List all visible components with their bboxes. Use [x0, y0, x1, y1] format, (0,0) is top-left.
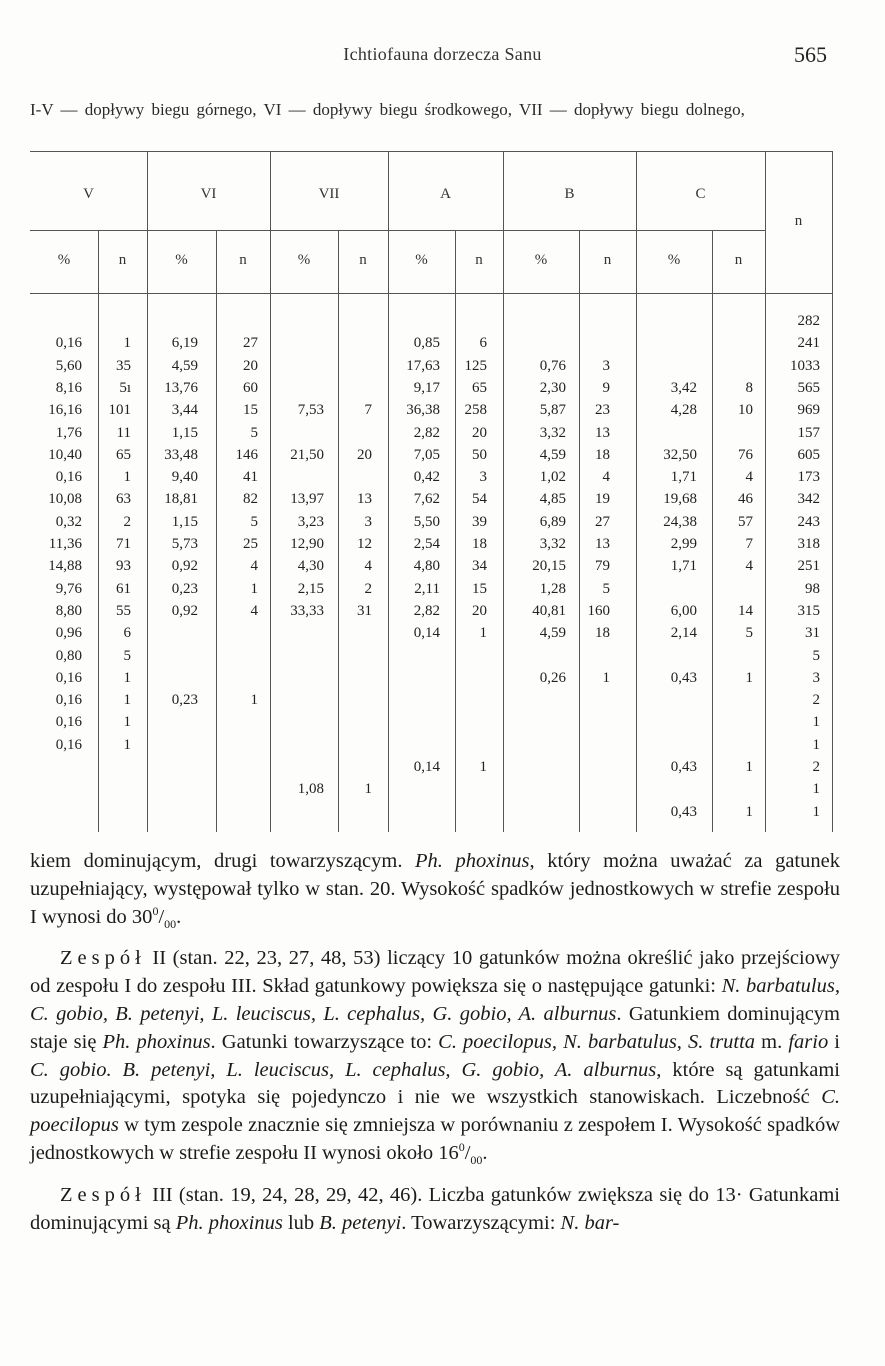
table-cell: 50	[472, 447, 487, 463]
table-cell: 31	[357, 603, 372, 619]
table-cell: 17,63	[406, 358, 440, 374]
table-cell: 6	[123, 625, 131, 641]
table-cell: 8,16	[55, 380, 82, 396]
row-total-cell: 1	[812, 714, 820, 730]
table-cell: 7	[364, 402, 372, 418]
row-total-cell: 282	[797, 313, 820, 329]
table-cell: 0,23	[171, 581, 198, 597]
table-cell: 20,15	[532, 558, 566, 574]
table-cell: 4	[745, 469, 753, 485]
table-cell: 60	[243, 380, 258, 396]
table-cell: 33,48	[164, 447, 198, 463]
table-cell: 1,71	[670, 469, 697, 485]
row-total-cell: 969	[797, 402, 820, 418]
table-cell: 18	[472, 536, 487, 552]
table-cell: 101	[108, 402, 131, 418]
row-total-cell: 565	[797, 380, 820, 396]
column-subheader-count: n	[475, 252, 483, 268]
table-cell: 0,32	[55, 514, 82, 530]
table-cell: 1	[745, 759, 753, 775]
table-cell: 2	[123, 514, 131, 530]
column-subheader-percent: %	[534, 252, 548, 268]
table-cell: 1	[123, 737, 131, 753]
table-cell: 11	[116, 425, 131, 441]
row-total-cell: 605	[797, 447, 820, 463]
table-cell: 0,16	[55, 714, 82, 730]
table-cell: 3,44	[171, 402, 198, 418]
table-cell: 1	[479, 759, 487, 775]
table-cell: 6	[479, 335, 487, 351]
table-cell: 1,76	[55, 425, 82, 441]
table-cell: 7,62	[413, 491, 440, 507]
column-subheader-count: n	[359, 252, 367, 268]
table-cell: 57	[738, 514, 753, 530]
table-cell: 12,90	[290, 536, 324, 552]
row-total-cell: 315	[797, 603, 820, 619]
table-cell: 20	[243, 358, 258, 374]
table-cell: 54	[472, 491, 487, 507]
table-cell: 10,08	[48, 491, 82, 507]
table-cell: 6,19	[171, 335, 198, 351]
table-cell: 55	[116, 603, 131, 619]
running-header-title: Ichtiofauna dorzecza Sanu	[343, 44, 542, 64]
table-cell: 82	[243, 491, 258, 507]
table-cell: 4	[602, 469, 610, 485]
table-cell: 13	[357, 491, 372, 507]
table-cell: 2	[364, 581, 372, 597]
table-cell: 11,36	[48, 536, 82, 552]
table-cell: 18	[595, 447, 610, 463]
table-cell: 13,97	[290, 491, 324, 507]
column-subheader-percent: %	[297, 252, 311, 268]
table-cell: 3,42	[670, 380, 697, 396]
table-cell: 19	[595, 491, 610, 507]
table-cell: 4	[250, 558, 258, 574]
table-cell: 0,43	[670, 759, 697, 775]
row-total-cell: 3	[812, 670, 820, 686]
table-caption: I-V — dopływy biegu górnego, VI — dopływy biegu środkowego, VII — dopływy biegu dolnego,	[30, 100, 745, 119]
table-cell: 9,40	[171, 469, 198, 485]
table-subcolumn-rule	[455, 230, 456, 832]
table-cell: 40,81	[532, 603, 566, 619]
table-cell: 3,32	[539, 425, 566, 441]
table-cell: 2,11	[414, 581, 440, 597]
table-cell: 41	[243, 469, 258, 485]
table-cell: 0,26	[539, 670, 566, 686]
table-cell: 65	[472, 380, 487, 396]
row-total-cell: 1	[812, 781, 820, 797]
column-group-header: A	[440, 186, 451, 202]
table-cell: 5,60	[55, 358, 82, 374]
table-cell: 65	[116, 447, 131, 463]
table-cell: 1,15	[171, 425, 198, 441]
table-cell: 1	[123, 692, 131, 708]
table-cell: 33,33	[290, 603, 324, 619]
table-cell: 13	[595, 425, 610, 441]
table-cell: 20	[472, 603, 487, 619]
column-group-header: VI	[200, 186, 217, 202]
row-total-cell: 1	[812, 737, 820, 753]
table-cell: 0,14	[413, 759, 440, 775]
table-cell: 1	[479, 625, 487, 641]
table-subcolumn-rule	[338, 230, 339, 832]
table-cell: 9,76	[55, 581, 82, 597]
table-cell: 1,28	[539, 581, 566, 597]
table-cell: 46	[738, 491, 753, 507]
table-cell: 14,88	[48, 558, 82, 574]
table-cell: 3	[479, 469, 487, 485]
table-cell: 4,59	[171, 358, 198, 374]
table-cell: 6,00	[670, 603, 697, 619]
table-cell: 125	[464, 358, 487, 374]
table-cell: 0,92	[171, 558, 198, 574]
table-cell: 10	[738, 402, 753, 418]
table-cell: 0,92	[171, 603, 198, 619]
table-cell: 3	[602, 358, 610, 374]
column-subheader-percent: %	[415, 252, 428, 268]
table-cell: 0,16	[55, 469, 82, 485]
body-text	[30, 848, 840, 1237]
table-cell: 76	[738, 447, 753, 463]
row-total-cell: 251	[797, 558, 820, 574]
table-cell: 20	[357, 447, 372, 463]
column-subheader-count: n	[734, 252, 743, 268]
table-cell: 27	[595, 514, 610, 530]
column-subheader-count: n	[603, 252, 612, 268]
table-cell: 0,16	[55, 335, 82, 351]
table-cell: 0,16	[55, 692, 82, 708]
paragraph-2: Zespół II (stan. 22, 23, 27, 48, 53) liczący 10 gatunków można określić jako przejściowy od zespołu I do zespołu III. Skład gatunkowy powiększa się o następujące gatunki: N. barbatulus, C. gobio, B. petenyi, L. leuciscus, L. cephalus, G. gobio, A. alburnus. Gatunkiem dominującym staje się Ph. phoxinus. Gatunki towarzyszące to: C. poecilopus, N. barbatulus, S. trutta m. fario i C. gobio. B. petenyi, L. leuciscus, L. cephalus, G. gobio, A. alburnus, które są gatunkami uzupełniającymi, spotyka się pojedynczo i nie we wszystkich stanowiskach. Liczebność C. poecilopus w tym zespole znacznie się zmniejsza w porównaniu z zespołem I. Wysokość spadków jednostkowych w strefie zespołu II wynosi około $16^0/_{00}$.	[30, 947, 841, 1168]
table-cell: 1	[602, 670, 610, 686]
table-cell: 71	[116, 536, 131, 552]
table-column-rule	[832, 151, 833, 832]
column-group-header: B	[564, 186, 575, 202]
table-cell: 2,30	[539, 380, 566, 396]
table-cell: 5	[745, 625, 753, 641]
table-cell: 2,82	[413, 603, 440, 619]
table-cell: 39	[472, 514, 487, 530]
table-cell: 8,80	[55, 603, 82, 619]
row-total-cell: 31	[805, 625, 820, 641]
column-subheader-percent: %	[667, 252, 681, 268]
table-cell: 18	[595, 625, 610, 641]
table-cell: 7,53	[297, 402, 324, 418]
table-cell: 12	[357, 536, 372, 552]
column-subheader-count: n	[118, 252, 127, 268]
table-cell: 1,02	[539, 469, 566, 485]
table-cell: 0,14	[413, 625, 440, 641]
table-cell: 9	[602, 380, 610, 396]
table-cell: 0,43	[670, 804, 697, 820]
table-cell: 2,14	[670, 625, 697, 641]
table-cell: 15	[472, 581, 487, 597]
table-cell: 63	[116, 491, 131, 507]
table-cell: 3	[364, 514, 372, 530]
table-cell: 16,16	[48, 402, 82, 418]
table-top-rule	[30, 151, 832, 152]
table-cell: 1	[745, 804, 753, 820]
row-total-cell: 157	[797, 425, 820, 441]
table-cell: 4,85	[539, 491, 566, 507]
table-cell: 3,23	[297, 514, 324, 530]
table-cell: 23	[595, 402, 610, 418]
table-cell: 20	[472, 425, 487, 441]
table-cell: 18,81	[164, 491, 198, 507]
row-total-cell: 243	[797, 514, 820, 530]
table-cell: 4,30	[297, 558, 324, 574]
table-cell: 1,08	[297, 781, 324, 797]
table-cell: 79	[595, 558, 610, 574]
table-cell: 258	[464, 402, 487, 418]
table-cell: 2,99	[670, 536, 697, 552]
table-cell: 5ı	[119, 380, 131, 396]
table-cell: 5	[602, 581, 610, 597]
table-cell: 0,16	[55, 737, 82, 753]
table-cell: 5,50	[413, 514, 440, 530]
row-total-cell: 173	[797, 469, 820, 485]
table-subcolumn-rule	[216, 230, 217, 832]
table-cell: 0,85	[413, 335, 440, 351]
table-cell: 1	[364, 781, 372, 797]
table-cell: 9,17	[413, 380, 440, 396]
table-cell: 3,32	[539, 536, 566, 552]
table-cell: 7	[745, 536, 753, 552]
table-cell: 5	[123, 648, 131, 664]
table-cell: 5,73	[171, 536, 198, 552]
table-cell: 10,40	[48, 447, 82, 463]
table-cell: 146	[235, 447, 258, 463]
table-cell: 4,80	[413, 558, 440, 574]
table-cell: 27	[243, 335, 258, 351]
table-cell: 5	[250, 425, 258, 441]
column-subheader-percent: %	[175, 252, 188, 268]
table-cell: 0,23	[171, 692, 198, 708]
table-cell: 4	[745, 558, 753, 574]
table-cell: 13,76	[164, 380, 198, 396]
column-group-header: V	[83, 186, 94, 202]
table-cell: 4	[250, 603, 258, 619]
table-cell: 7,05	[413, 447, 440, 463]
table-cell: 4,28	[670, 402, 697, 418]
column-subheader-percent: %	[57, 252, 71, 268]
table-cell: 0,16	[55, 670, 82, 686]
row-total-cell: 241	[797, 335, 820, 351]
table-cell: 1	[123, 714, 131, 730]
table-cell: 1,71	[670, 558, 697, 574]
table-cell: 1	[123, 469, 131, 485]
table-cell: 0,96	[55, 625, 82, 641]
table-cell: 93	[116, 558, 131, 574]
table-cell: 4,59	[539, 625, 566, 641]
table-cell: 0,80	[55, 648, 82, 664]
row-total-cell: 1	[812, 804, 820, 820]
column-group-header: VII	[318, 186, 340, 202]
table-cell: 1	[745, 670, 753, 686]
table-cell: 0,42	[413, 469, 440, 485]
table-cell: 5	[250, 514, 258, 530]
column-group-header: C	[695, 186, 706, 202]
table-cell: 36,38	[406, 402, 440, 418]
table-cell: 25	[243, 536, 258, 552]
row-total-cell: 318	[797, 536, 820, 552]
table-cell: 1,15	[171, 514, 198, 530]
table-cell: 6,89	[539, 514, 566, 530]
row-total-cell: 2	[812, 692, 820, 708]
row-total-cell: 98	[805, 581, 820, 597]
table-cell: 1	[123, 335, 131, 351]
row-total-cell: 5	[812, 648, 820, 664]
table-cell: 0,43	[670, 670, 697, 686]
table-subcolumn-rule	[579, 230, 580, 832]
table-cell: 160	[587, 603, 610, 619]
table-cell: 14	[738, 603, 753, 619]
table-cell: 8	[745, 380, 753, 396]
table-cell: 34	[472, 558, 487, 574]
table-cell: 61	[116, 581, 131, 597]
table-cell: 32,50	[663, 447, 697, 463]
table-cell: 13	[595, 536, 610, 552]
row-total-cell: 2	[812, 759, 820, 775]
table-cell: 1	[250, 692, 258, 708]
table-cell: 35	[116, 358, 131, 374]
table-cell: 1	[250, 581, 258, 597]
table-cell: 19,68	[663, 491, 697, 507]
table-cell: 24,38	[663, 514, 697, 530]
table-cell: 4	[364, 558, 372, 574]
row-total-cell: 1033	[790, 358, 820, 374]
table-cell: 21,50	[290, 447, 324, 463]
table-cell: 2,82	[413, 425, 440, 441]
table-cell: 0,76	[539, 358, 566, 374]
table-cell: 1	[123, 670, 131, 686]
table-cell: 15	[243, 402, 258, 418]
table-cell: 4,59	[539, 447, 566, 463]
column-header-total: n	[794, 213, 803, 229]
table-subcolumn-rule	[712, 230, 713, 832]
paragraph-1: kiem dominującym, drugi towarzyszącym. Ph. phoxinus, który można uważać za gatunek uzupełniający, występował tylko w stan. 20. Wysokość spadków jednostkowych w strefie zespołu I wynosi do $30^0/_{00}$.	[30, 850, 840, 931]
table-cell: 5,87	[539, 402, 566, 418]
table-cell: 2,54	[413, 536, 440, 552]
page-number: 565	[794, 42, 827, 67]
paragraph-3: Zespół III (stan. 19, 24, 28, 29, 42, 46). Liczba gatunków zwiększa się do 13· Gatunkami dominującymi są Ph. phoxinus lub B. petenyi. Towarzyszącymi: N. bar-	[30, 1183, 840, 1234]
table-cell: 2,15	[297, 581, 324, 597]
column-subheader-count: n	[239, 252, 247, 268]
table-subheader-rule	[30, 230, 765, 231]
row-total-cell: 342	[797, 491, 820, 507]
